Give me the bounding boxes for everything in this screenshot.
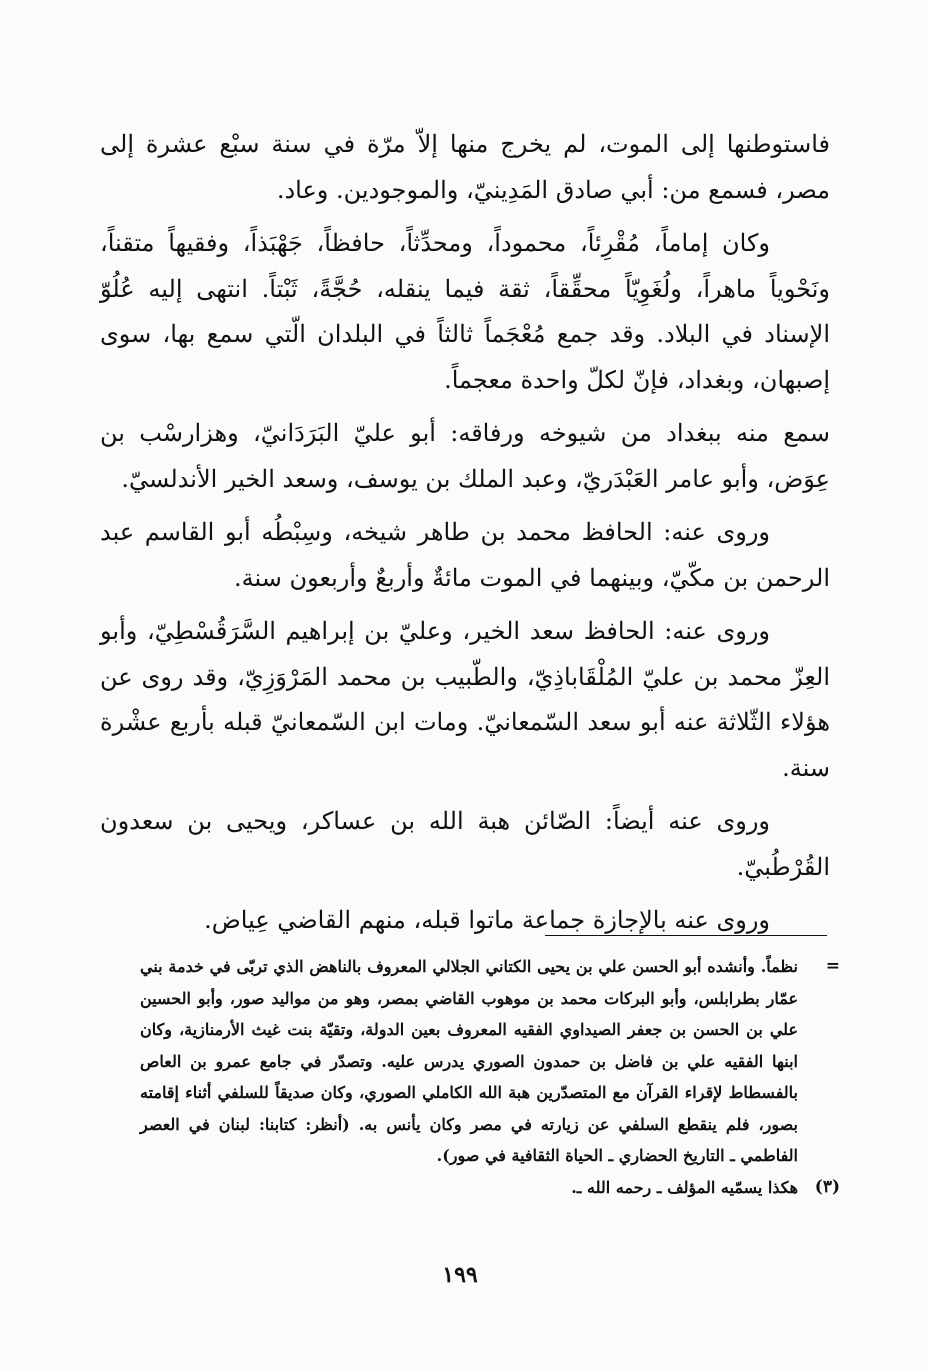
footnote-marker: = [825, 956, 840, 976]
paragraph-7: وروى عنه بالإجازة جماعة ماتوا قبله، منهم القاضي عِياض. [204, 906, 770, 934]
footnote-marker: (٣) [814, 1176, 840, 1197]
paragraph-1: فاستوطنها إلى الموت، لم يخرج منها إلاّ مرّة في سنة سبْع عشرة إلى مصر، فسمع من: أبي صادق المَدِينيّ، والموجودين. وعاد. [100, 130, 830, 204]
footnote-3 [100, 1172, 840, 1204]
paragraph-5: وروى عنه: الحافظ سعد الخير، وعليّ بن إبراهيم السَّرَقُسْطِيّ، وأبو العِزّ محمد بن عليّ المُلْقَاباذِيّ، والطّبيب بن محمد المَرْوَزِيّ، وقد روى عن هؤلاء الثّلاثة عنه أبو سعد السّمعانيّ. ومات ابن السّمعانيّ قبله بأربع عشْرة سنة. [100, 617, 830, 782]
paragraph-4: وروى عنه: الحافظ محمد بن طاهر شيخه، وسِبْطُه أبو القاسم عبد الرحمن بن مكّيّ، وبينهما في الموت مائةٌ وأربعٌ وأربعون سنة. [100, 518, 830, 592]
footnote-continuation [100, 951, 840, 1172]
footnote-divider [545, 935, 827, 936]
page-number: ١٩٩ [442, 1262, 478, 1288]
footnote-text: نظماً. وأنشده أبو الحسن علي بن يحيى الكتاني الجلالي المعروف بالناهض الذي تربّى في خدمة بني عمّار بطرابلس، وأبو البركات محمد بن موهوب القاضي بمصر، وهو من مواليد صور، وأبو الحسين علي بن الحسن بن جعفر الصيداوي الفقيه المعروف بعين الدولة، وتقيّة بنت غيث الأرمنازية، وكان ابنها الفقيه علي بن فاضل بن حمدون الصوري يدرس عليه. وتصدّر في جامع عمرو بن العاص بالفسطاط لإقراء القرآن مع المتصدّرين هبة الله الكاملي الصوري، وكان صديقاً للسلفي أثناء إقامته بصور، فلم ينقطع السلفي عن زيارته في مصر وكان يأنس به. (أنظر: كتابنا: لبنان في العصر الفاطمي ـ التاريخ الحضاري ـ الحياة الثقافية في صور). [140, 957, 799, 1165]
footnote-text: هكذا يسمّيه المؤلف ـ رحمه الله ـ. [571, 1177, 798, 1197]
footnotes-section [100, 951, 840, 1203]
paragraph-2: وكان إماماً، مُقْرِئاً، محموداً، ومحدِّثاً، حافظاً، جَهْبَذاً، وفقيهاً متقناً، ونَحْوياً ماهراً، ولُغَوِيّاً محقِّقاً، ثقة فيما ينقله، حُجَّةً، ثَبْتاً. انتهى إليه عُلُوّ الإسناد في البلاد. وقد جمع مُعْجَماً ثالثاً في البلدان الّتي سمع بها، سوى إصبهان، وبغداد، فإنّ لكلّ واحدة معجماً. [100, 229, 830, 394]
paragraph-6: وروى عنه أيضاً: الصّائن هبة الله بن عساكر، ويحيى بن سعدون القُرْطُبيّ. [100, 807, 830, 881]
main-text-block [100, 122, 830, 952]
paragraph-3: سمع منه ببغداد من شيوخه ورفاقه: أبو عليّ البَرَدَانيّ، وهزارسْب بن عِوَض، وأبو عامر العَبْدَريّ، وعبد الملك بن يوسف، وسعد الخير الأندلسيّ. [100, 419, 830, 493]
